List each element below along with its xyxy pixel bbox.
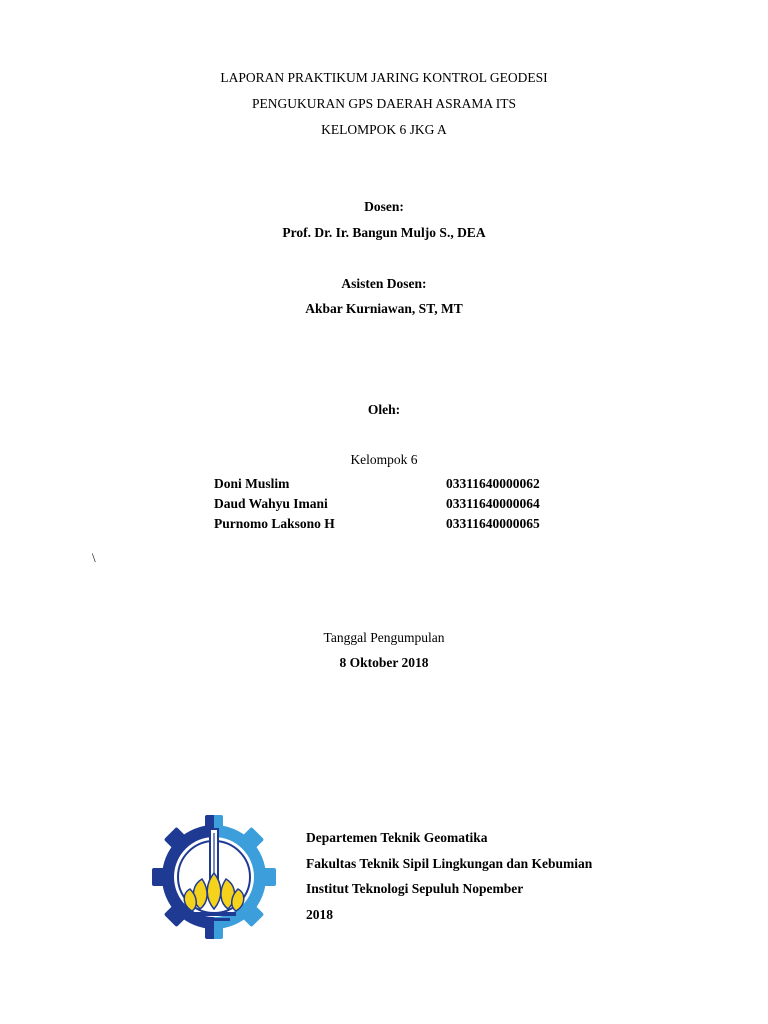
asisten-name: Akbar Kurniawan, ST, MT — [305, 301, 463, 316]
title-line-2: PENGUKURAN GPS DAERAH ASRAMA ITS — [251, 96, 517, 111]
its-logo-icon — [150, 813, 278, 941]
institution-department: Departemen Teknik Geomatika — [306, 830, 488, 845]
member-nim: 03311640000064 — [446, 496, 540, 511]
asisten-label: Asisten Dosen: — [341, 276, 427, 291]
member-name: Daud Wahyu Imani — [214, 496, 328, 511]
member-name: Doni Muslim — [214, 476, 290, 491]
submission-label: Tanggal Pengumpulan — [323, 630, 445, 645]
oleh-label: Oleh: — [367, 402, 401, 417]
stray-backslash: \ — [92, 550, 96, 565]
group-label: Kelompok 6 — [350, 452, 418, 467]
title-line-1: LAPORAN PRAKTIKUM JARING KONTROL GEODESI — [220, 70, 548, 85]
dosen-label: Dosen: — [364, 199, 404, 214]
institution-year: 2018 — [306, 907, 333, 922]
title-line-3: KELOMPOK 6 JKG A — [321, 122, 447, 137]
member-nim: 03311640000065 — [446, 516, 540, 531]
institution-faculty: Fakultas Teknik Sipil Lingkungan dan Kebumian — [306, 856, 593, 871]
dosen-name: Prof. Dr. Ir. Bangun Muljo S., DEA — [282, 225, 486, 240]
institution-name: Institut Teknologi Sepuluh Nopember — [306, 881, 524, 896]
member-name: Purnomo Laksono H — [214, 516, 335, 531]
member-nim: 03311640000062 — [446, 476, 540, 491]
submission-date: 8 Oktober 2018 — [339, 655, 429, 670]
